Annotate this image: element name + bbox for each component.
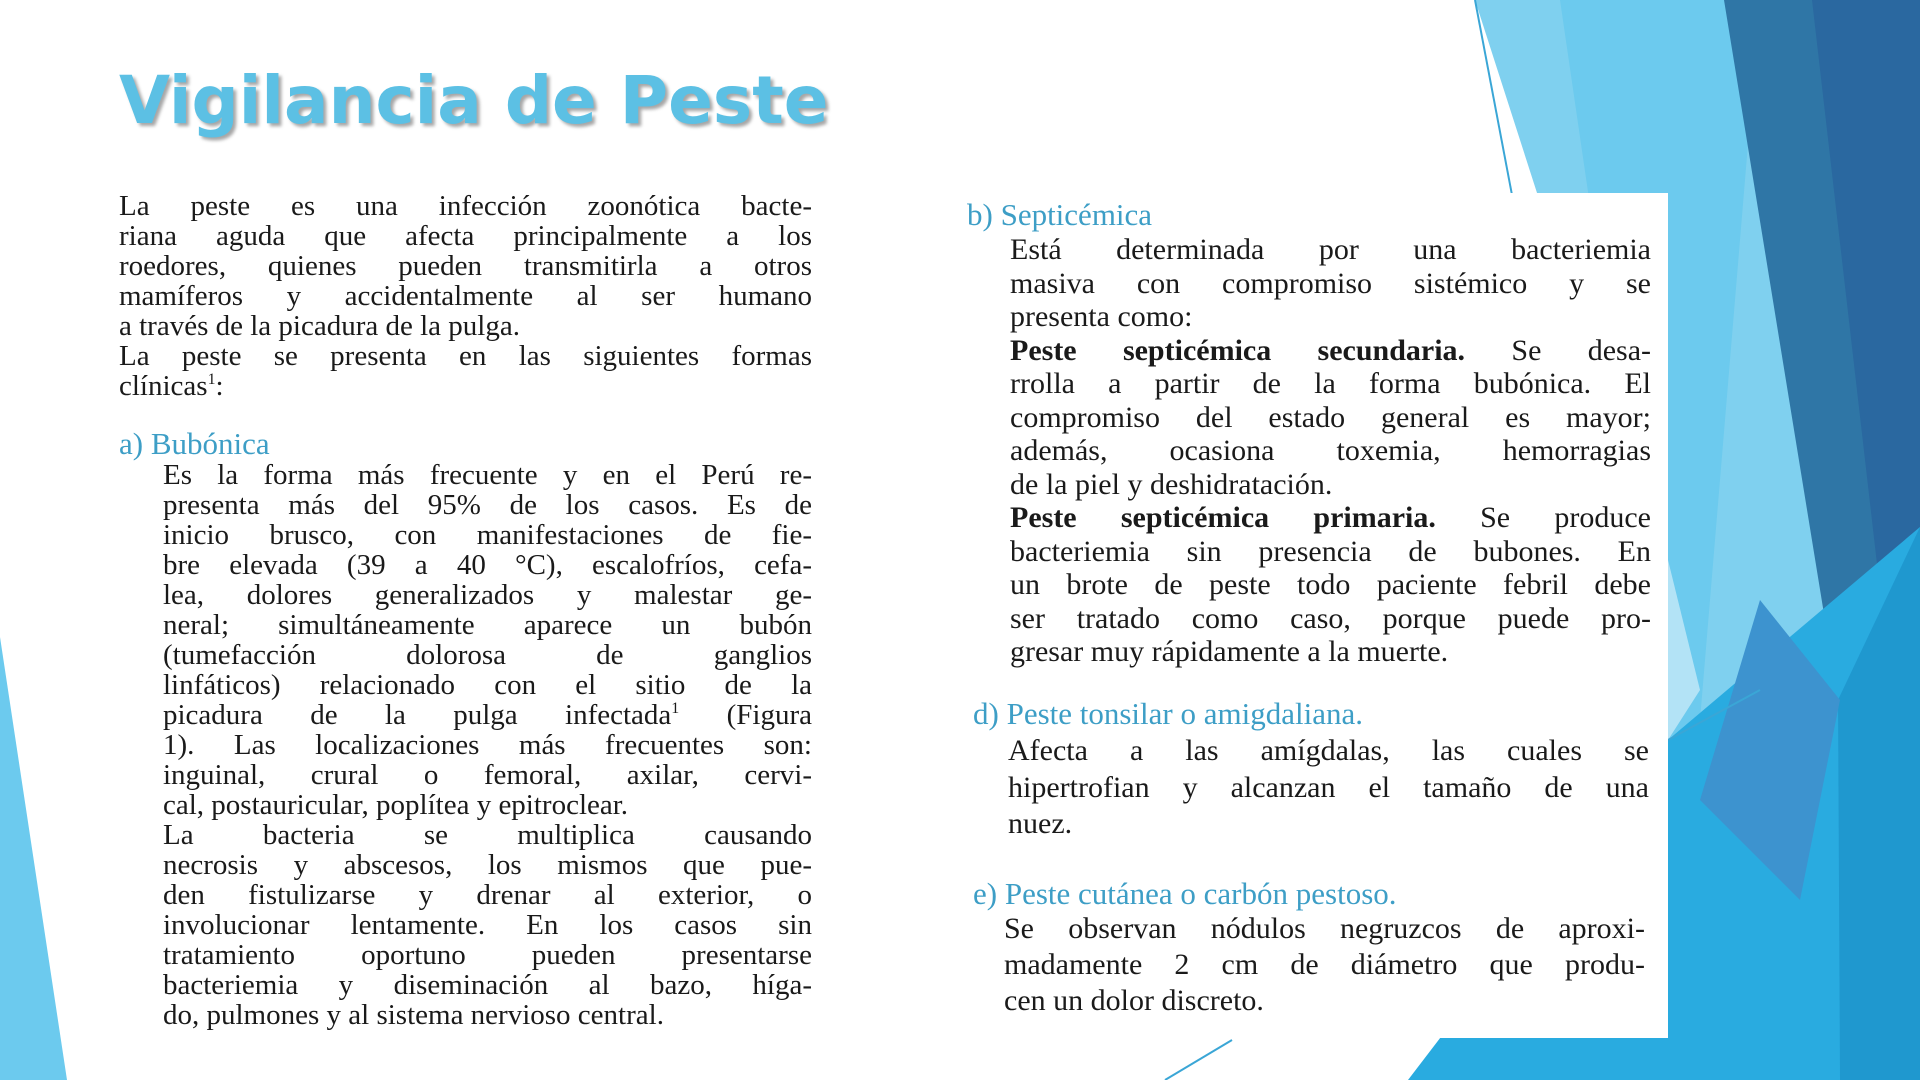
text-line: cen un dolor discreto. bbox=[1004, 984, 1264, 1017]
text-line: a través de la picadura de la pulga. bbox=[119, 310, 520, 342]
text-line: roedores, quienes pueden transmitirla a otros bbox=[119, 250, 812, 282]
text-line: presenta más del 95% de los casos. Es de bbox=[163, 489, 812, 521]
slide-title: Vigilancia de Peste bbox=[119, 62, 829, 139]
text-line: cal, postauricular, poplítea y epitroclear. bbox=[163, 789, 629, 821]
text-line: presenta como: bbox=[1010, 300, 1193, 333]
text-line: lea, dolores generalizados y malestar ge- bbox=[163, 579, 812, 611]
text-line: bre elevada (39 a 40 °C), escalofríos, cefa- bbox=[163, 549, 812, 581]
text-line: Es la forma más frecuente y en el Perú re- bbox=[163, 459, 812, 491]
text-line: Se observan nódulos negruzcos de aproxi- bbox=[1004, 912, 1645, 945]
heading-bubonica: a) Bubónica bbox=[119, 426, 270, 461]
text-line: Peste septicémica primaria. Se produce bbox=[1010, 501, 1651, 534]
tonsilar-paragraph bbox=[1008, 733, 1649, 843]
text-line: mamíferos y accidentalmente al ser humano bbox=[119, 280, 812, 312]
text-line: Peste septicémica secundaria. Se desa- bbox=[1010, 333, 1652, 367]
heading-tonsilar: d) Peste tonsilar o amigdaliana. bbox=[973, 696, 1363, 731]
text-line: hipertrofian y alcanzan el tamaño de una bbox=[1008, 770, 1649, 804]
text-line: bacteriemia y diseminación al bazo, híga- bbox=[163, 969, 812, 1001]
text-line: gresar muy rápidamente a la muerte. bbox=[1010, 635, 1449, 668]
text-line: rrolla a partir de la forma bubónica. El bbox=[1010, 367, 1651, 400]
text-line: inicio brusco, con manifestaciones de fie- bbox=[163, 519, 812, 551]
heading-cutanea: e) Peste cutánea o carbón pestoso. bbox=[973, 876, 1397, 911]
septicemica-paragraph bbox=[1010, 233, 1651, 669]
text-line: linfáticos) relacionado con el sitio de la bbox=[163, 669, 812, 701]
bubonica-paragraph bbox=[163, 460, 812, 1030]
text-line: clínicas$^1$: bbox=[119, 370, 224, 402]
text-line: tratamiento oportuno pueden presentarse bbox=[163, 939, 812, 971]
text-line: Está determinada por una bacteriemia bbox=[1010, 233, 1651, 266]
text-line: La peste se presenta en las siguientes formas bbox=[119, 340, 812, 372]
text-line: den fistulizarse y drenar al exterior, o bbox=[163, 879, 812, 911]
text-line: neral; simultáneamente aparece un bubón bbox=[163, 609, 812, 641]
text-line: La peste es una infección zoonótica bacte- bbox=[119, 190, 812, 222]
bg-thin-line-2 bbox=[1165, 1040, 1232, 1080]
text-line: involucionar lentamente. En los casos sin bbox=[163, 909, 812, 941]
text-line: además, ocasiona toxemia, hemorragias bbox=[1010, 434, 1651, 467]
text-line: 1). Las localizaciones más frecuentes son: bbox=[163, 729, 812, 761]
text-line: bacteriemia sin presencia de bubones. En bbox=[1010, 534, 1651, 568]
text-line: nuez. bbox=[1008, 807, 1073, 841]
text-line: un brote de peste todo paciente febril debe bbox=[1010, 568, 1651, 601]
intro-paragraph bbox=[119, 191, 812, 401]
text-line: do, pulmones y al sistema nervioso central. bbox=[163, 999, 664, 1031]
text-line: masiva con compromiso sistémico y se bbox=[1010, 266, 1651, 300]
text-line: necrosis y abscesos, los mismos que pue- bbox=[163, 849, 812, 881]
cutanea-paragraph bbox=[1004, 911, 1645, 1019]
text-line: de la piel y deshidratación. bbox=[1010, 467, 1333, 501]
bg-left-strip bbox=[0, 637, 67, 1080]
text-line: riana aguda que afecta principalmente a los bbox=[119, 220, 812, 252]
text-line: Afecta a las amígdalas, las cuales se bbox=[1008, 734, 1649, 767]
text-line: picadura de la pulga infectada$^1$ (Figura bbox=[163, 699, 812, 731]
text-line: madamente 2 cm de diámetro que produ- bbox=[1004, 948, 1645, 981]
text-line: (tumefacción dolorosa de ganglios bbox=[163, 639, 812, 671]
text-line: compromiso del estado general es mayor; bbox=[1010, 400, 1651, 434]
text-line: La bacteria se multiplica causando bbox=[163, 819, 812, 851]
text-line: inguinal, crural o femoral, axilar, cervi- bbox=[163, 759, 812, 791]
text-line: ser tratado como caso, porque puede pro- bbox=[1010, 601, 1651, 635]
heading-septicemica: b) Septicémica bbox=[967, 197, 1153, 232]
